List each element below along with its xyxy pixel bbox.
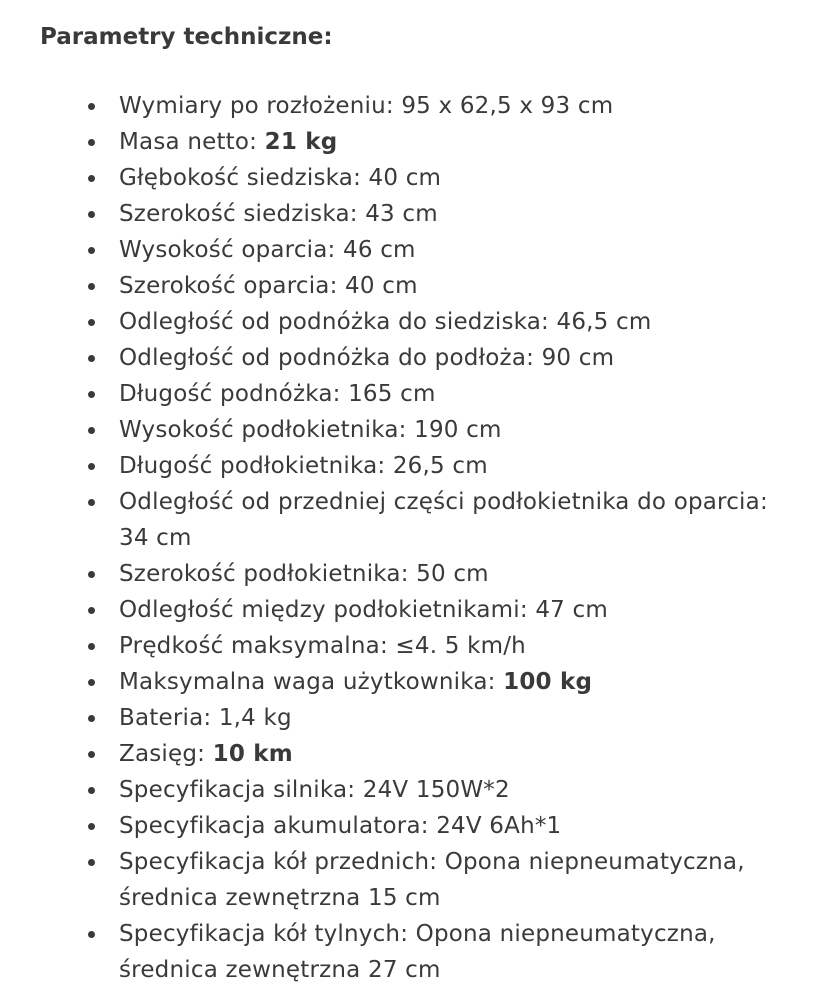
spec-item-range [0, 736, 815, 772]
spec-text: Odległość od przedniej części podłokietnika do oparcia: 34 cm [119, 489, 768, 551]
spec-item-armrest-front-to-backrest [0, 484, 815, 556]
spec-item-backrest-height [0, 232, 815, 268]
spec-text: Odległość między podłokietnikami: 47 cm [119, 597, 608, 623]
spec-text: Specyfikacja akumulatora: 24V 6Ah*1 [119, 813, 562, 839]
spec-text: Wysokość oparcia: 46 cm [119, 237, 416, 263]
spec-list [0, 88, 815, 988]
spec-text: Masa netto: [119, 129, 265, 155]
spec-item-seat-width [0, 196, 815, 232]
bullet-icon [88, 103, 95, 110]
spec-text: Bateria: 1,4 kg [119, 705, 292, 731]
bullet-icon [88, 463, 95, 470]
bullet-icon [88, 679, 95, 686]
spec-text: Szerokość podłokietnika: 50 cm [119, 561, 489, 587]
bullet-icon [88, 823, 95, 830]
spec-item-footrest-length [0, 376, 815, 412]
bullet-icon [88, 391, 95, 398]
bullet-icon [88, 427, 95, 434]
spec-item-footrest-to-seat [0, 304, 815, 340]
spec-item-seat-depth [0, 160, 815, 196]
spec-item-backrest-width [0, 268, 815, 304]
bullet-icon [88, 175, 95, 182]
spec-text: Specyfikacja kół przednich: Opona niepneumatyczna, średnica zewnętrzna 15 cm [119, 849, 745, 911]
spec-text: Długość podnóżka: 165 cm [119, 381, 436, 407]
spec-text: Wysokość podłokietnika: 190 cm [119, 417, 502, 443]
spec-value-bold: 100 kg [503, 669, 593, 695]
spec-value-bold: 21 kg [264, 129, 338, 155]
bullet-icon [88, 499, 95, 506]
bullet-icon [88, 643, 95, 650]
spec-item-net-weight [0, 124, 815, 160]
spec-text: Szerokość siedziska: 43 cm [119, 201, 438, 227]
spec-text: Prędkość maksymalna: ≤4. 5 km/h [119, 633, 526, 659]
spec-item-dimensions [0, 88, 815, 124]
spec-text: Wymiary po rozłożeniu: 95 x 62,5 x 93 cm [119, 93, 614, 119]
bullet-icon [88, 859, 95, 866]
spec-item-front-wheels [0, 844, 815, 916]
spec-item-accumulator [0, 808, 815, 844]
spec-text: Specyfikacja silnika: 24V 150W*2 [119, 777, 510, 803]
spec-item-max-user-weight [0, 664, 815, 700]
bullet-icon [88, 931, 95, 938]
bullet-icon [88, 139, 95, 146]
spec-text: Zasięg: [119, 741, 213, 767]
bullet-icon [88, 751, 95, 758]
bullet-icon [88, 319, 95, 326]
spec-item-armrest-length [0, 448, 815, 484]
bullet-icon [88, 787, 95, 794]
spec-item-footrest-to-ground [0, 340, 815, 376]
spec-item-battery [0, 700, 815, 736]
spec-text: Specyfikacja kół tylnych: Opona niepneumatyczna, średnica zewnętrzna 27 cm [119, 921, 716, 983]
bullet-icon [88, 283, 95, 290]
spec-value-bold: 10 km [212, 741, 293, 767]
spec-item-distance-between-armrests [0, 592, 815, 628]
spec-text: Odległość od podnóżka do podłoża: 90 cm [119, 345, 615, 371]
bullet-icon [88, 211, 95, 218]
spec-item-motor [0, 772, 815, 808]
spec-item-max-speed [0, 628, 815, 664]
bullet-icon [88, 571, 95, 578]
spec-item-armrest-width [0, 556, 815, 592]
spec-item-armrest-height [0, 412, 815, 448]
spec-item-rear-wheels [0, 916, 815, 988]
spec-text: Głębokość siedziska: 40 cm [119, 165, 442, 191]
bullet-icon [88, 607, 95, 614]
spec-text: Odległość od podnóżka do siedziska: 46,5 cm [119, 309, 652, 335]
bullet-icon [88, 715, 95, 722]
spec-text: Długość podłokietnika: 26,5 cm [119, 453, 488, 479]
bullet-icon [88, 355, 95, 362]
section-heading: Parametry techniczne: [40, 24, 333, 50]
spec-text: Maksymalna waga użytkownika: [119, 669, 504, 695]
spec-text: Szerokość oparcia: 40 cm [119, 273, 418, 299]
bullet-icon [88, 247, 95, 254]
